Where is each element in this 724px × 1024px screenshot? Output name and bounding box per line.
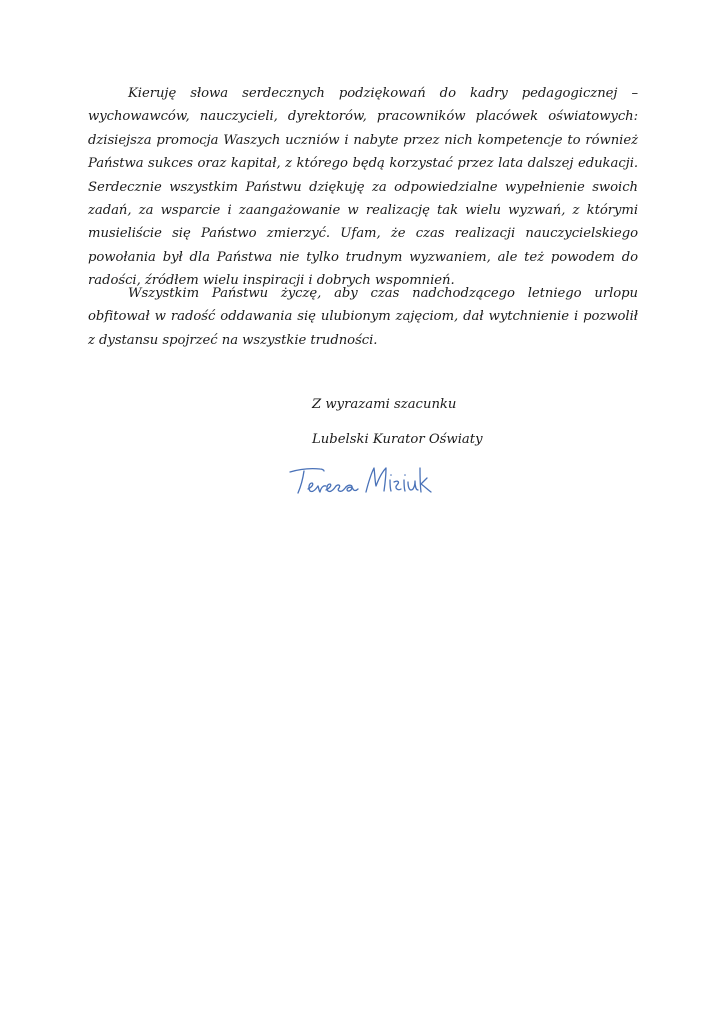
handwritten-signature [286, 462, 436, 500]
signatory-title: Lubelski Kurator Oświaty [312, 432, 483, 447]
letter-paragraph-wishes: Wszystkim Państwu życzę, aby czas nadchodzącego letniego urlopu obfitował w radość oddawania się ulubionym zajęciom, dał wytchnienie i pozwolił z dystansu spojrzeć na wszystkie trudności. [88, 286, 638, 348]
letter-paragraph-thanks: Kieruję słowa serdecznych podziękowań do kadry pedagogicznej – wychowawców, nauczycieli, dyrektorów, pracowników placówek oświatowych: dzisiejsza promocja Waszych uczniów i nabyte przez nich kompetencje to również Państwa sukces oraz kapitał, z którego będą korzystać przez lata dalszej edukacji. Serdecznie wszystkim Państwu dziękuję za odpowiedzialne wypełnienie swoich zadań, za wsparcie i zaangażowanie w realizację tak wielu wyzwań, z którymi musieliście się Państwo zmierzyć. Ufam, że czas realizacji nauczycielskiego powołania był dla Państwa nie tylko trudnym wyzwaniem, ale też powodem do radości, źródłem wielu inspiracji i dobrych wspomnień. [88, 86, 638, 289]
closing-phrase: Z wyrazami szacunku [312, 397, 457, 412]
